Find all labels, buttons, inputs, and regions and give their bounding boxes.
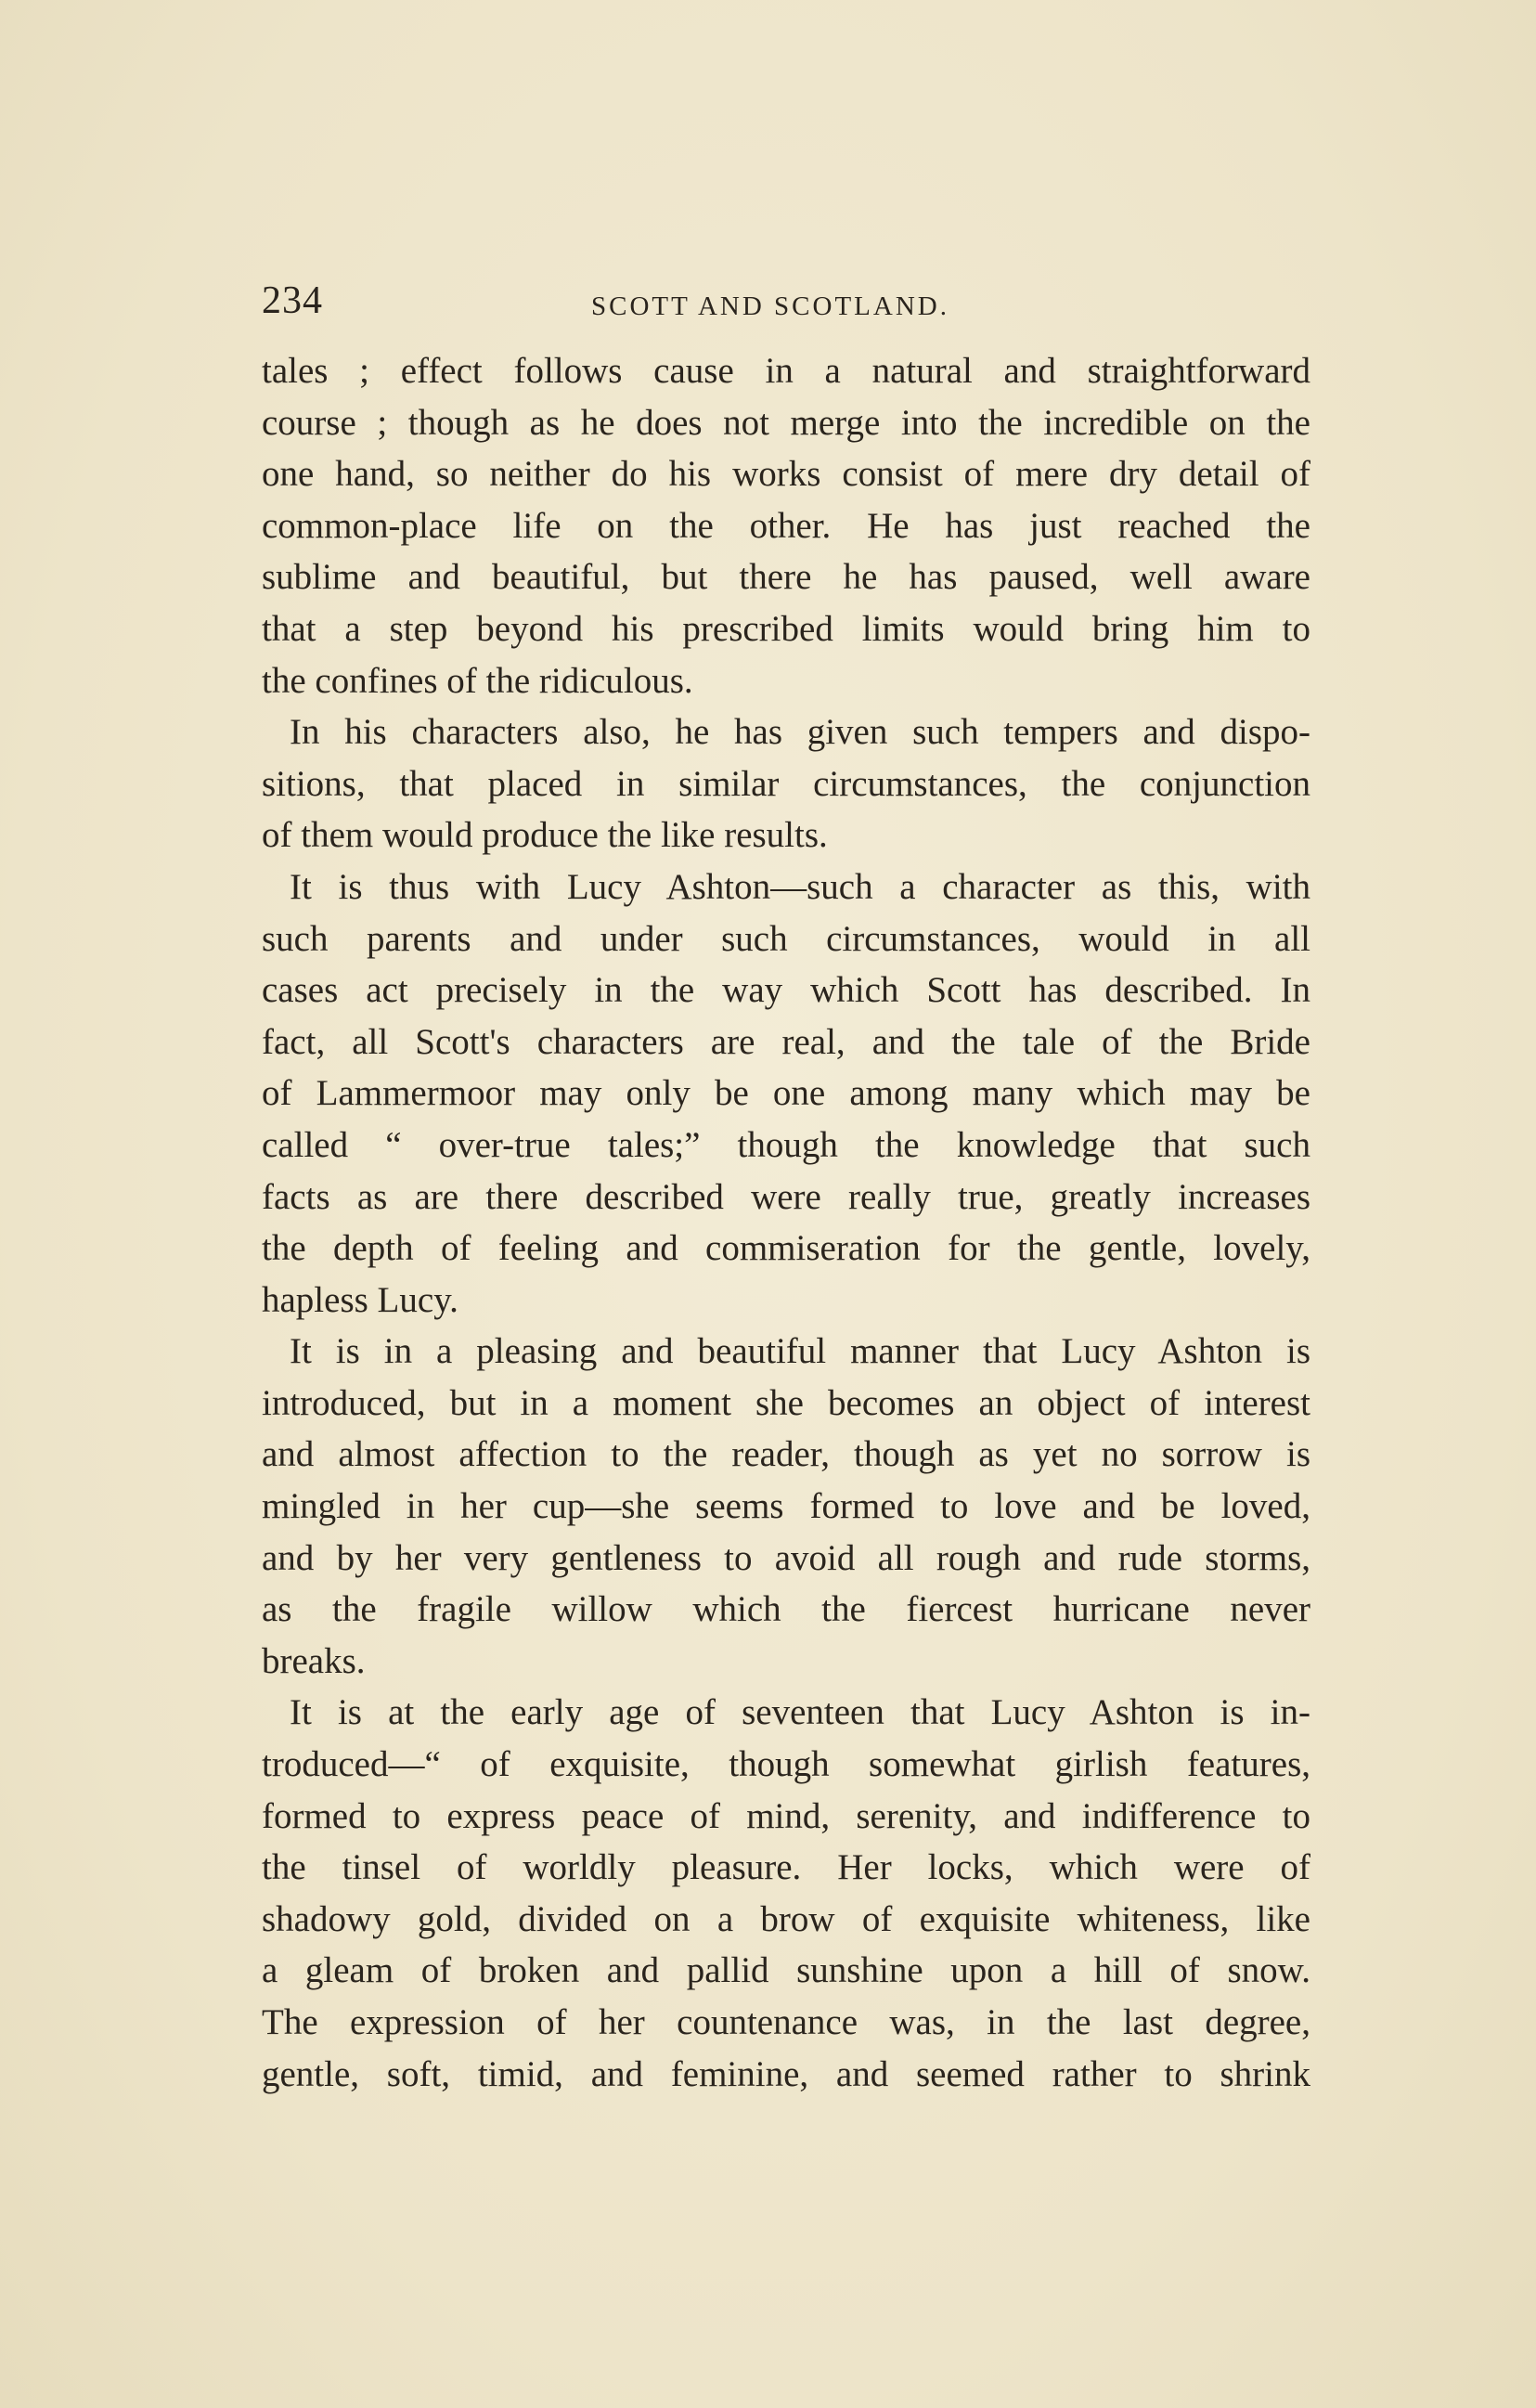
running-title: SCOTT AND SCOTLAND. (591, 291, 949, 321)
text-line: such parents and under such circumstances, would in all (262, 918, 1310, 959)
text-line: hapless Lucy. (262, 1279, 458, 1320)
text-line: course ; though as he does not merge into the incredible on the (262, 402, 1310, 443)
text-line: and almost affection to the reader, though as yet no sorrow is (262, 1434, 1310, 1475)
text-line: one hand, so neither do his works consist of mere dry detail of (262, 454, 1310, 495)
text-line: of Lammermoor may only be one among many which may be (262, 1073, 1310, 1114)
text-line: The expression of her countenance was, in the last degree, (262, 2002, 1310, 2042)
text-line: common-place life on the other. He has just reached the (262, 505, 1310, 546)
text-line: formed to express peace of mind, serenity, and indifference to (262, 1795, 1310, 1836)
text-line: tales ; effect follows cause in a natural and straightforward (262, 351, 1310, 391)
page-header (262, 278, 1310, 334)
text-line: It is in a pleasing and beautiful manner that Lucy Ashton is (290, 1331, 1310, 1372)
text-line: troduced—“ of exquisite, though somewhat girlish features, (262, 1744, 1310, 1785)
text-line: introduced, but in a moment she becomes an object of interest (262, 1382, 1310, 1423)
text-line: gentle, soft, timid, and feminine, and seemed rather to shrink (262, 2053, 1310, 2094)
text-line: as the fragile willow which the fiercest hurricane never (262, 1589, 1310, 1630)
text-line: and by her very gentleness to avoid all rough and rude storms, (262, 1537, 1310, 1578)
text-line: sublime and beautiful, but there he has paused, well aware (262, 557, 1310, 598)
text-line: called “ over-true tales;” though the knowledge that such (262, 1124, 1310, 1165)
text-line: of them would produce the like results. (262, 815, 828, 856)
text-line: fact, all Scott's characters are real, and the tale of the Bride (262, 1021, 1310, 1062)
text-line: that a step beyond his prescribed limits would bring him to (262, 608, 1310, 649)
body-text (262, 345, 1310, 2100)
text-line: It is thus with Lucy Ashton—such a character as this, with (290, 866, 1310, 907)
text-line: the confines of the ridiculous. (262, 660, 693, 701)
text-line: In his characters also, he has given such tempers and dispo- (290, 712, 1310, 753)
text-line: the tinsel of worldly pleasure. Her locks, which were of (262, 1847, 1310, 1888)
text-line: mingled in her cup—she seems formed to love and be loved, (262, 1486, 1310, 1527)
text-line: facts as are there described were really true, greatly increases (262, 1176, 1310, 1217)
text-line: cases act precisely in the way which Scott has described. In (262, 970, 1310, 1011)
text-line: the depth of feeling and commiseration for the gentle, lovely, (262, 1228, 1310, 1269)
text-line: sitions, that placed in similar circumstances, the conjunction (262, 763, 1310, 804)
text-line: breaks. (262, 1640, 366, 1681)
text-line: a gleam of broken and pallid sunshine upon a hill of snow. (262, 1950, 1310, 1991)
text-line: It is at the early age of seventeen that Lucy Ashton is in- (290, 1692, 1310, 1733)
page-number: 234 (262, 279, 323, 322)
text-line: shadowy gold, divided on a brow of exquisite whiteness, like (262, 1898, 1310, 1939)
